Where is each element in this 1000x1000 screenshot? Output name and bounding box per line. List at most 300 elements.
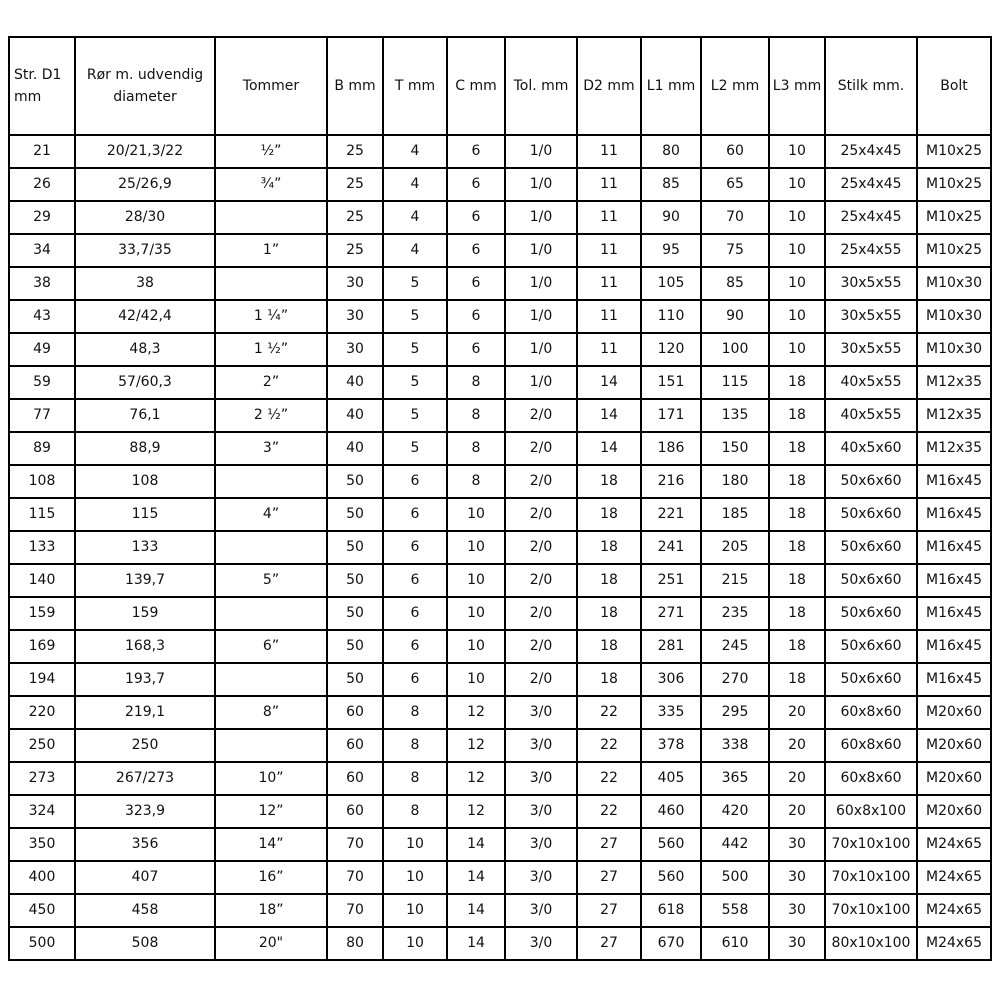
cell-c: 6 xyxy=(447,135,505,168)
cell-tolerance: 2/0 xyxy=(505,465,577,498)
cell-b: 50 xyxy=(327,663,383,696)
cell-tolerance: 1/0 xyxy=(505,234,577,267)
cell-str-d1: 49 xyxy=(9,333,75,366)
cell-stem: 30x5x55 xyxy=(825,267,917,300)
cell-tolerance: 2/0 xyxy=(505,399,577,432)
cell-l2: 245 xyxy=(701,630,769,663)
cell-tolerance: 1/0 xyxy=(505,201,577,234)
cell-inches: 20" xyxy=(215,927,327,960)
cell-stem: 25x4x45 xyxy=(825,168,917,201)
cell-pipe-diameter: 76,1 xyxy=(75,399,215,432)
cell-d2: 11 xyxy=(577,300,641,333)
cell-c: 10 xyxy=(447,498,505,531)
cell-d2: 22 xyxy=(577,762,641,795)
cell-bolt: M10x30 xyxy=(917,267,991,300)
cell-l2: 65 xyxy=(701,168,769,201)
cell-b: 30 xyxy=(327,333,383,366)
cell-l3: 18 xyxy=(769,630,825,663)
cell-stem: 40x5x55 xyxy=(825,366,917,399)
header-row xyxy=(9,37,991,135)
cell-d2: 14 xyxy=(577,399,641,432)
cell-stem: 25x4x55 xyxy=(825,234,917,267)
cell-l1: 216 xyxy=(641,465,701,498)
col-header-stem: Stilk mm. xyxy=(825,37,917,135)
cell-stem: 30x5x55 xyxy=(825,333,917,366)
col-header-tolerance: Tol. mm xyxy=(505,37,577,135)
cell-b: 50 xyxy=(327,630,383,663)
cell-stem: 40x5x60 xyxy=(825,432,917,465)
cell-l3: 10 xyxy=(769,168,825,201)
cell-l2: 215 xyxy=(701,564,769,597)
cell-stem: 60x8x60 xyxy=(825,762,917,795)
cell-d2: 18 xyxy=(577,531,641,564)
cell-t: 4 xyxy=(383,168,447,201)
col-header-l3: L3 mm xyxy=(769,37,825,135)
cell-l1: 271 xyxy=(641,597,701,630)
cell-l2: 135 xyxy=(701,399,769,432)
table-row xyxy=(9,663,991,696)
cell-pipe-diameter: 193,7 xyxy=(75,663,215,696)
cell-tolerance: 2/0 xyxy=(505,597,577,630)
col-header-inches: Tommer xyxy=(215,37,327,135)
table-row xyxy=(9,366,991,399)
cell-d2: 11 xyxy=(577,333,641,366)
cell-inches xyxy=(215,531,327,564)
cell-c: 10 xyxy=(447,564,505,597)
cell-c: 6 xyxy=(447,201,505,234)
table-row xyxy=(9,201,991,234)
cell-str-d1: 43 xyxy=(9,300,75,333)
cell-l1: 120 xyxy=(641,333,701,366)
cell-inches xyxy=(215,267,327,300)
cell-t: 6 xyxy=(383,597,447,630)
cell-stem: 70x10x100 xyxy=(825,894,917,927)
cell-stem: 60x8x60 xyxy=(825,729,917,762)
cell-inches: 12” xyxy=(215,795,327,828)
cell-tolerance: 3/0 xyxy=(505,894,577,927)
cell-l2: 100 xyxy=(701,333,769,366)
cell-str-d1: 159 xyxy=(9,597,75,630)
cell-b: 60 xyxy=(327,762,383,795)
cell-l1: 560 xyxy=(641,861,701,894)
cell-inches: 5” xyxy=(215,564,327,597)
cell-inches: 2 ½” xyxy=(215,399,327,432)
table-row xyxy=(9,498,991,531)
cell-tolerance: 3/0 xyxy=(505,696,577,729)
cell-l1: 221 xyxy=(641,498,701,531)
cell-l1: 186 xyxy=(641,432,701,465)
cell-tolerance: 1/0 xyxy=(505,300,577,333)
cell-t: 5 xyxy=(383,267,447,300)
cell-tolerance: 1/0 xyxy=(505,333,577,366)
cell-tolerance: 1/0 xyxy=(505,135,577,168)
cell-inches: 8” xyxy=(215,696,327,729)
cell-bolt: M10x25 xyxy=(917,135,991,168)
cell-c: 14 xyxy=(447,861,505,894)
cell-l3: 10 xyxy=(769,135,825,168)
table-row xyxy=(9,432,991,465)
cell-inches xyxy=(215,729,327,762)
cell-b: 30 xyxy=(327,300,383,333)
cell-l1: 151 xyxy=(641,366,701,399)
table-row xyxy=(9,729,991,762)
cell-bolt: M10x25 xyxy=(917,234,991,267)
cell-l1: 560 xyxy=(641,828,701,861)
cell-tolerance: 3/0 xyxy=(505,927,577,960)
cell-inches xyxy=(215,597,327,630)
cell-tolerance: 3/0 xyxy=(505,795,577,828)
cell-pipe-diameter: 219,1 xyxy=(75,696,215,729)
table-row xyxy=(9,696,991,729)
cell-bolt: M16x45 xyxy=(917,597,991,630)
table-row xyxy=(9,828,991,861)
cell-l3: 18 xyxy=(769,399,825,432)
cell-pipe-diameter: 323,9 xyxy=(75,795,215,828)
cell-stem: 80x10x100 xyxy=(825,927,917,960)
cell-str-d1: 34 xyxy=(9,234,75,267)
col-header-l2: L2 mm xyxy=(701,37,769,135)
cell-c: 12 xyxy=(447,696,505,729)
cell-l2: 558 xyxy=(701,894,769,927)
cell-d2: 14 xyxy=(577,366,641,399)
cell-pipe-diameter: 407 xyxy=(75,861,215,894)
cell-inches xyxy=(215,201,327,234)
cell-c: 6 xyxy=(447,300,505,333)
cell-b: 25 xyxy=(327,201,383,234)
cell-t: 8 xyxy=(383,696,447,729)
cell-c: 14 xyxy=(447,828,505,861)
cell-pipe-diameter: 267/273 xyxy=(75,762,215,795)
table-row xyxy=(9,267,991,300)
cell-t: 5 xyxy=(383,333,447,366)
cell-bolt: M16x45 xyxy=(917,564,991,597)
cell-t: 8 xyxy=(383,729,447,762)
cell-l3: 10 xyxy=(769,234,825,267)
cell-d2: 18 xyxy=(577,597,641,630)
table-body xyxy=(9,135,991,960)
cell-d2: 11 xyxy=(577,234,641,267)
cell-pipe-diameter: 57/60,3 xyxy=(75,366,215,399)
cell-str-d1: 59 xyxy=(9,366,75,399)
cell-b: 70 xyxy=(327,894,383,927)
cell-str-d1: 38 xyxy=(9,267,75,300)
cell-b: 40 xyxy=(327,432,383,465)
cell-str-d1: 133 xyxy=(9,531,75,564)
cell-str-d1: 26 xyxy=(9,168,75,201)
cell-pipe-diameter: 508 xyxy=(75,927,215,960)
cell-bolt: M24x65 xyxy=(917,894,991,927)
cell-pipe-diameter: 133 xyxy=(75,531,215,564)
cell-bolt: M20x60 xyxy=(917,729,991,762)
cell-l2: 420 xyxy=(701,795,769,828)
cell-t: 6 xyxy=(383,663,447,696)
cell-l3: 20 xyxy=(769,729,825,762)
cell-l2: 90 xyxy=(701,300,769,333)
cell-str-d1: 21 xyxy=(9,135,75,168)
cell-str-d1: 400 xyxy=(9,861,75,894)
col-header-pipe-diameter: Rør m. udvendig diameter xyxy=(75,37,215,135)
cell-l3: 18 xyxy=(769,366,825,399)
cell-inches xyxy=(215,465,327,498)
table-row xyxy=(9,762,991,795)
cell-l3: 18 xyxy=(769,465,825,498)
cell-l1: 670 xyxy=(641,927,701,960)
cell-t: 6 xyxy=(383,564,447,597)
cell-l3: 18 xyxy=(769,564,825,597)
cell-bolt: M10x25 xyxy=(917,201,991,234)
cell-d2: 22 xyxy=(577,795,641,828)
cell-l3: 18 xyxy=(769,531,825,564)
cell-pipe-diameter: 356 xyxy=(75,828,215,861)
cell-b: 60 xyxy=(327,696,383,729)
cell-l1: 618 xyxy=(641,894,701,927)
cell-b: 70 xyxy=(327,828,383,861)
cell-t: 4 xyxy=(383,135,447,168)
table-row xyxy=(9,564,991,597)
cell-t: 6 xyxy=(383,630,447,663)
cell-inches: 3” xyxy=(215,432,327,465)
cell-str-d1: 324 xyxy=(9,795,75,828)
cell-pipe-diameter: 168,3 xyxy=(75,630,215,663)
cell-t: 10 xyxy=(383,828,447,861)
cell-str-d1: 500 xyxy=(9,927,75,960)
cell-pipe-diameter: 250 xyxy=(75,729,215,762)
cell-c: 10 xyxy=(447,597,505,630)
cell-tolerance: 3/0 xyxy=(505,729,577,762)
cell-stem: 70x10x100 xyxy=(825,828,917,861)
cell-stem: 70x10x100 xyxy=(825,861,917,894)
cell-t: 8 xyxy=(383,762,447,795)
cell-b: 50 xyxy=(327,465,383,498)
cell-b: 40 xyxy=(327,366,383,399)
cell-l2: 235 xyxy=(701,597,769,630)
cell-t: 5 xyxy=(383,300,447,333)
cell-c: 14 xyxy=(447,894,505,927)
cell-t: 10 xyxy=(383,894,447,927)
cell-str-d1: 77 xyxy=(9,399,75,432)
cell-tolerance: 3/0 xyxy=(505,762,577,795)
cell-l3: 20 xyxy=(769,696,825,729)
col-header-bolt: Bolt xyxy=(917,37,991,135)
cell-str-d1: 220 xyxy=(9,696,75,729)
cell-str-d1: 89 xyxy=(9,432,75,465)
cell-d2: 27 xyxy=(577,861,641,894)
cell-stem: 25x4x45 xyxy=(825,135,917,168)
cell-l3: 18 xyxy=(769,597,825,630)
cell-d2: 18 xyxy=(577,465,641,498)
cell-l2: 295 xyxy=(701,696,769,729)
col-header-b: B mm xyxy=(327,37,383,135)
cell-str-d1: 169 xyxy=(9,630,75,663)
cell-d2: 27 xyxy=(577,894,641,927)
cell-c: 10 xyxy=(447,531,505,564)
table-row xyxy=(9,168,991,201)
cell-l1: 90 xyxy=(641,201,701,234)
cell-pipe-diameter: 139,7 xyxy=(75,564,215,597)
table-row xyxy=(9,531,991,564)
cell-pipe-diameter: 42/42,4 xyxy=(75,300,215,333)
cell-b: 25 xyxy=(327,168,383,201)
table-row xyxy=(9,399,991,432)
cell-t: 10 xyxy=(383,927,447,960)
cell-tolerance: 2/0 xyxy=(505,564,577,597)
cell-d2: 27 xyxy=(577,828,641,861)
cell-tolerance: 3/0 xyxy=(505,861,577,894)
cell-inches: 1 ¼” xyxy=(215,300,327,333)
cell-stem: 50x6x60 xyxy=(825,531,917,564)
table-row xyxy=(9,300,991,333)
table-row xyxy=(9,135,991,168)
cell-b: 40 xyxy=(327,399,383,432)
cell-l1: 110 xyxy=(641,300,701,333)
cell-bolt: M24x65 xyxy=(917,828,991,861)
cell-tolerance: 2/0 xyxy=(505,663,577,696)
cell-bolt: M16x45 xyxy=(917,630,991,663)
cell-stem: 50x6x60 xyxy=(825,630,917,663)
table-row xyxy=(9,795,991,828)
cell-inches: 4” xyxy=(215,498,327,531)
cell-c: 12 xyxy=(447,729,505,762)
cell-tolerance: 1/0 xyxy=(505,168,577,201)
cell-bolt: M16x45 xyxy=(917,663,991,696)
cell-bolt: M12x35 xyxy=(917,399,991,432)
cell-l2: 500 xyxy=(701,861,769,894)
table-row xyxy=(9,597,991,630)
table-row xyxy=(9,630,991,663)
cell-pipe-diameter: 33,7/35 xyxy=(75,234,215,267)
cell-d2: 22 xyxy=(577,729,641,762)
cell-d2: 18 xyxy=(577,564,641,597)
cell-pipe-diameter: 38 xyxy=(75,267,215,300)
cell-l1: 460 xyxy=(641,795,701,828)
cell-l1: 85 xyxy=(641,168,701,201)
cell-inches: 16” xyxy=(215,861,327,894)
cell-str-d1: 29 xyxy=(9,201,75,234)
cell-b: 70 xyxy=(327,861,383,894)
cell-c: 14 xyxy=(447,927,505,960)
cell-c: 8 xyxy=(447,399,505,432)
cell-l3: 10 xyxy=(769,333,825,366)
cell-b: 50 xyxy=(327,498,383,531)
cell-l2: 75 xyxy=(701,234,769,267)
cell-c: 12 xyxy=(447,762,505,795)
cell-l2: 115 xyxy=(701,366,769,399)
cell-pipe-diameter: 20/21,3/22 xyxy=(75,135,215,168)
cell-l3: 30 xyxy=(769,927,825,960)
cell-inches: ¾” xyxy=(215,168,327,201)
table-row xyxy=(9,333,991,366)
cell-l1: 241 xyxy=(641,531,701,564)
cell-inches: 10” xyxy=(215,762,327,795)
cell-l3: 18 xyxy=(769,432,825,465)
cell-l2: 442 xyxy=(701,828,769,861)
cell-str-d1: 108 xyxy=(9,465,75,498)
cell-l1: 378 xyxy=(641,729,701,762)
cell-l1: 171 xyxy=(641,399,701,432)
col-header-d2: D2 mm xyxy=(577,37,641,135)
cell-t: 8 xyxy=(383,795,447,828)
cell-c: 8 xyxy=(447,465,505,498)
table-row xyxy=(9,927,991,960)
cell-c: 12 xyxy=(447,795,505,828)
cell-l1: 405 xyxy=(641,762,701,795)
cell-bolt: M10x25 xyxy=(917,168,991,201)
cell-t: 4 xyxy=(383,201,447,234)
cell-d2: 11 xyxy=(577,267,641,300)
cell-b: 50 xyxy=(327,531,383,564)
cell-str-d1: 115 xyxy=(9,498,75,531)
cell-l2: 338 xyxy=(701,729,769,762)
cell-pipe-diameter: 28/30 xyxy=(75,201,215,234)
cell-bolt: M12x35 xyxy=(917,432,991,465)
cell-tolerance: 2/0 xyxy=(505,630,577,663)
cell-t: 6 xyxy=(383,498,447,531)
cell-inches: 1” xyxy=(215,234,327,267)
cell-stem: 50x6x60 xyxy=(825,498,917,531)
cell-l2: 60 xyxy=(701,135,769,168)
cell-inches xyxy=(215,663,327,696)
cell-d2: 11 xyxy=(577,168,641,201)
cell-inches: 18” xyxy=(215,894,327,927)
cell-inches: 2” xyxy=(215,366,327,399)
cell-tolerance: 1/0 xyxy=(505,267,577,300)
cell-stem: 60x8x60 xyxy=(825,696,917,729)
cell-bolt: M10x30 xyxy=(917,300,991,333)
cell-bolt: M16x45 xyxy=(917,498,991,531)
cell-stem: 50x6x60 xyxy=(825,465,917,498)
cell-inches: 6” xyxy=(215,630,327,663)
cell-bolt: M24x65 xyxy=(917,927,991,960)
cell-b: 50 xyxy=(327,597,383,630)
col-header-str-d1: Str. D1 mm xyxy=(9,37,75,135)
cell-l1: 95 xyxy=(641,234,701,267)
cell-l2: 180 xyxy=(701,465,769,498)
cell-l3: 10 xyxy=(769,201,825,234)
cell-l2: 270 xyxy=(701,663,769,696)
cell-l2: 150 xyxy=(701,432,769,465)
cell-inches: 14” xyxy=(215,828,327,861)
cell-stem: 60x8x100 xyxy=(825,795,917,828)
cell-l3: 20 xyxy=(769,795,825,828)
cell-l3: 10 xyxy=(769,267,825,300)
cell-str-d1: 350 xyxy=(9,828,75,861)
cell-d2: 18 xyxy=(577,630,641,663)
col-header-c: C mm xyxy=(447,37,505,135)
cell-c: 6 xyxy=(447,333,505,366)
cell-d2: 27 xyxy=(577,927,641,960)
cell-pipe-diameter: 48,3 xyxy=(75,333,215,366)
cell-bolt: M10x30 xyxy=(917,333,991,366)
cell-d2: 14 xyxy=(577,432,641,465)
cell-c: 10 xyxy=(447,630,505,663)
cell-t: 6 xyxy=(383,465,447,498)
cell-str-d1: 273 xyxy=(9,762,75,795)
cell-d2: 22 xyxy=(577,696,641,729)
cell-c: 8 xyxy=(447,432,505,465)
table-row xyxy=(9,234,991,267)
cell-bolt: M16x45 xyxy=(917,465,991,498)
table-row xyxy=(9,861,991,894)
cell-l2: 185 xyxy=(701,498,769,531)
cell-str-d1: 250 xyxy=(9,729,75,762)
cell-pipe-diameter: 25/26,9 xyxy=(75,168,215,201)
spec-table-container xyxy=(8,36,990,961)
cell-bolt: M20x60 xyxy=(917,696,991,729)
cell-d2: 11 xyxy=(577,201,641,234)
cell-c: 6 xyxy=(447,267,505,300)
cell-t: 5 xyxy=(383,399,447,432)
cell-t: 4 xyxy=(383,234,447,267)
